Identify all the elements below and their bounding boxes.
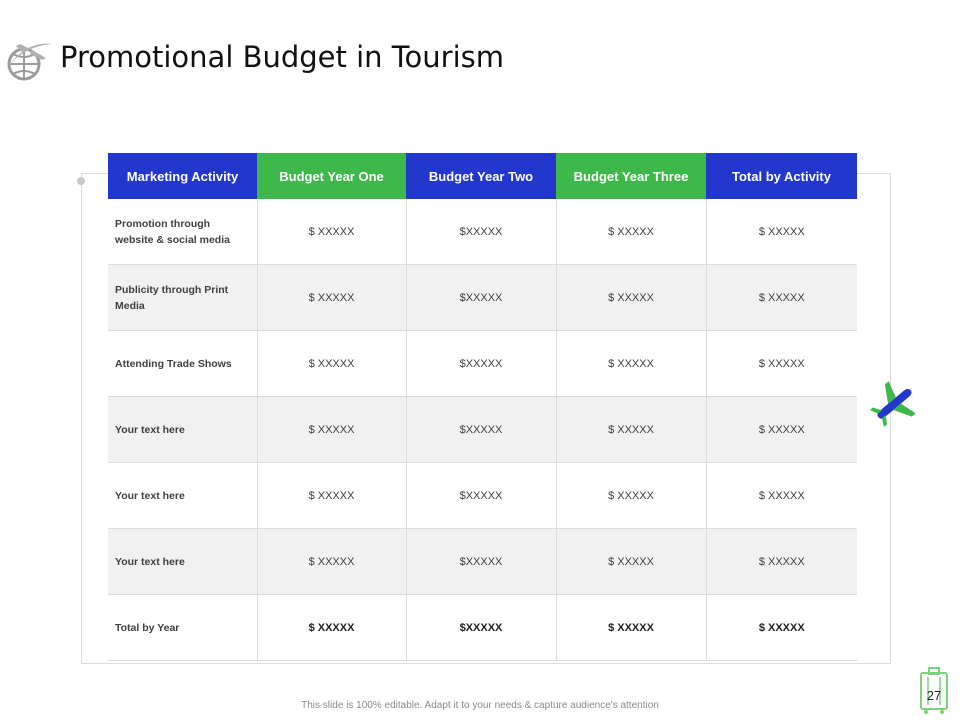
budget-year-three-cell: $ XXXXX bbox=[556, 397, 706, 463]
globe-plane-icon bbox=[2, 38, 56, 82]
table-header-row bbox=[108, 153, 857, 199]
page-number: 27 bbox=[926, 688, 942, 703]
budget-year-one-cell: $ XXXXX bbox=[257, 529, 406, 595]
budget-year-three-cell: $ XXXXX bbox=[556, 199, 706, 265]
budget-year-two-cell: $XXXXX bbox=[406, 331, 556, 397]
activity-label: Attending Trade Shows bbox=[108, 331, 257, 397]
header-budget-year-three: Budget Year Three bbox=[556, 153, 706, 199]
table-row bbox=[108, 529, 857, 595]
budget-year-three-cell: $ XXXXX bbox=[556, 595, 706, 661]
total-row bbox=[108, 595, 857, 661]
budget-year-two-cell: $XXXXX bbox=[406, 463, 556, 529]
activity-label: Your text here bbox=[108, 463, 257, 529]
activity-label: Total by Year bbox=[108, 595, 257, 661]
budget-year-one-cell: $ XXXXX bbox=[257, 265, 406, 331]
budget-year-two-cell: $XXXXX bbox=[406, 397, 556, 463]
budget-year-one-cell: $ XXXXX bbox=[257, 331, 406, 397]
header-budget-year-two: Budget Year Two bbox=[406, 153, 556, 199]
activity-label: Publicity through Print Media bbox=[108, 265, 257, 331]
header-marketing-activity: Marketing Activity bbox=[108, 153, 257, 199]
header-total-by-activity: Total by Activity bbox=[706, 153, 857, 199]
table-row bbox=[108, 397, 857, 463]
budget-year-one-cell: $ XXXXX bbox=[257, 199, 406, 265]
total-by-activity-cell: $ XXXXX bbox=[706, 463, 857, 529]
table-row bbox=[108, 331, 857, 397]
airplane-icon bbox=[866, 378, 920, 432]
footer-note: This slide is 100% editable. Adapt it to your needs & capture audience's attention bbox=[301, 700, 659, 711]
budget-year-three-cell: $ XXXXX bbox=[556, 463, 706, 529]
activity-label: Promotion through website & social media bbox=[108, 199, 257, 265]
total-by-activity-cell: $ XXXXX bbox=[706, 595, 857, 661]
budget-year-one-cell: $ XXXXX bbox=[257, 397, 406, 463]
budget-year-two-cell: $XXXXX bbox=[406, 199, 556, 265]
activity-label: Your text here bbox=[108, 397, 257, 463]
budget-year-one-cell: $ XXXXX bbox=[257, 463, 406, 529]
budget-year-one-cell: $ XXXXX bbox=[257, 595, 406, 661]
total-by-activity-cell: $ XXXXX bbox=[706, 529, 857, 595]
budget-year-two-cell: $XXXXX bbox=[406, 529, 556, 595]
budget-year-three-cell: $ XXXXX bbox=[556, 529, 706, 595]
table-row bbox=[108, 199, 857, 265]
table-row bbox=[108, 463, 857, 529]
table-row bbox=[108, 265, 857, 331]
page-title: Promotional Budget in Tourism bbox=[60, 40, 505, 74]
total-by-activity-cell: $ XXXXX bbox=[706, 331, 857, 397]
activity-label: Your text here bbox=[108, 529, 257, 595]
budget-table bbox=[108, 153, 857, 661]
total-by-activity-cell: $ XXXXX bbox=[706, 265, 857, 331]
budget-year-two-cell: $XXXXX bbox=[406, 595, 556, 661]
budget-year-three-cell: $ XXXXX bbox=[556, 331, 706, 397]
total-by-activity-cell: $ XXXXX bbox=[706, 199, 857, 265]
budget-year-three-cell: $ XXXXX bbox=[556, 265, 706, 331]
header-budget-year-one: Budget Year One bbox=[257, 153, 406, 199]
budget-year-two-cell: $XXXXX bbox=[406, 265, 556, 331]
frame-dot bbox=[77, 177, 85, 185]
total-by-activity-cell: $ XXXXX bbox=[706, 397, 857, 463]
